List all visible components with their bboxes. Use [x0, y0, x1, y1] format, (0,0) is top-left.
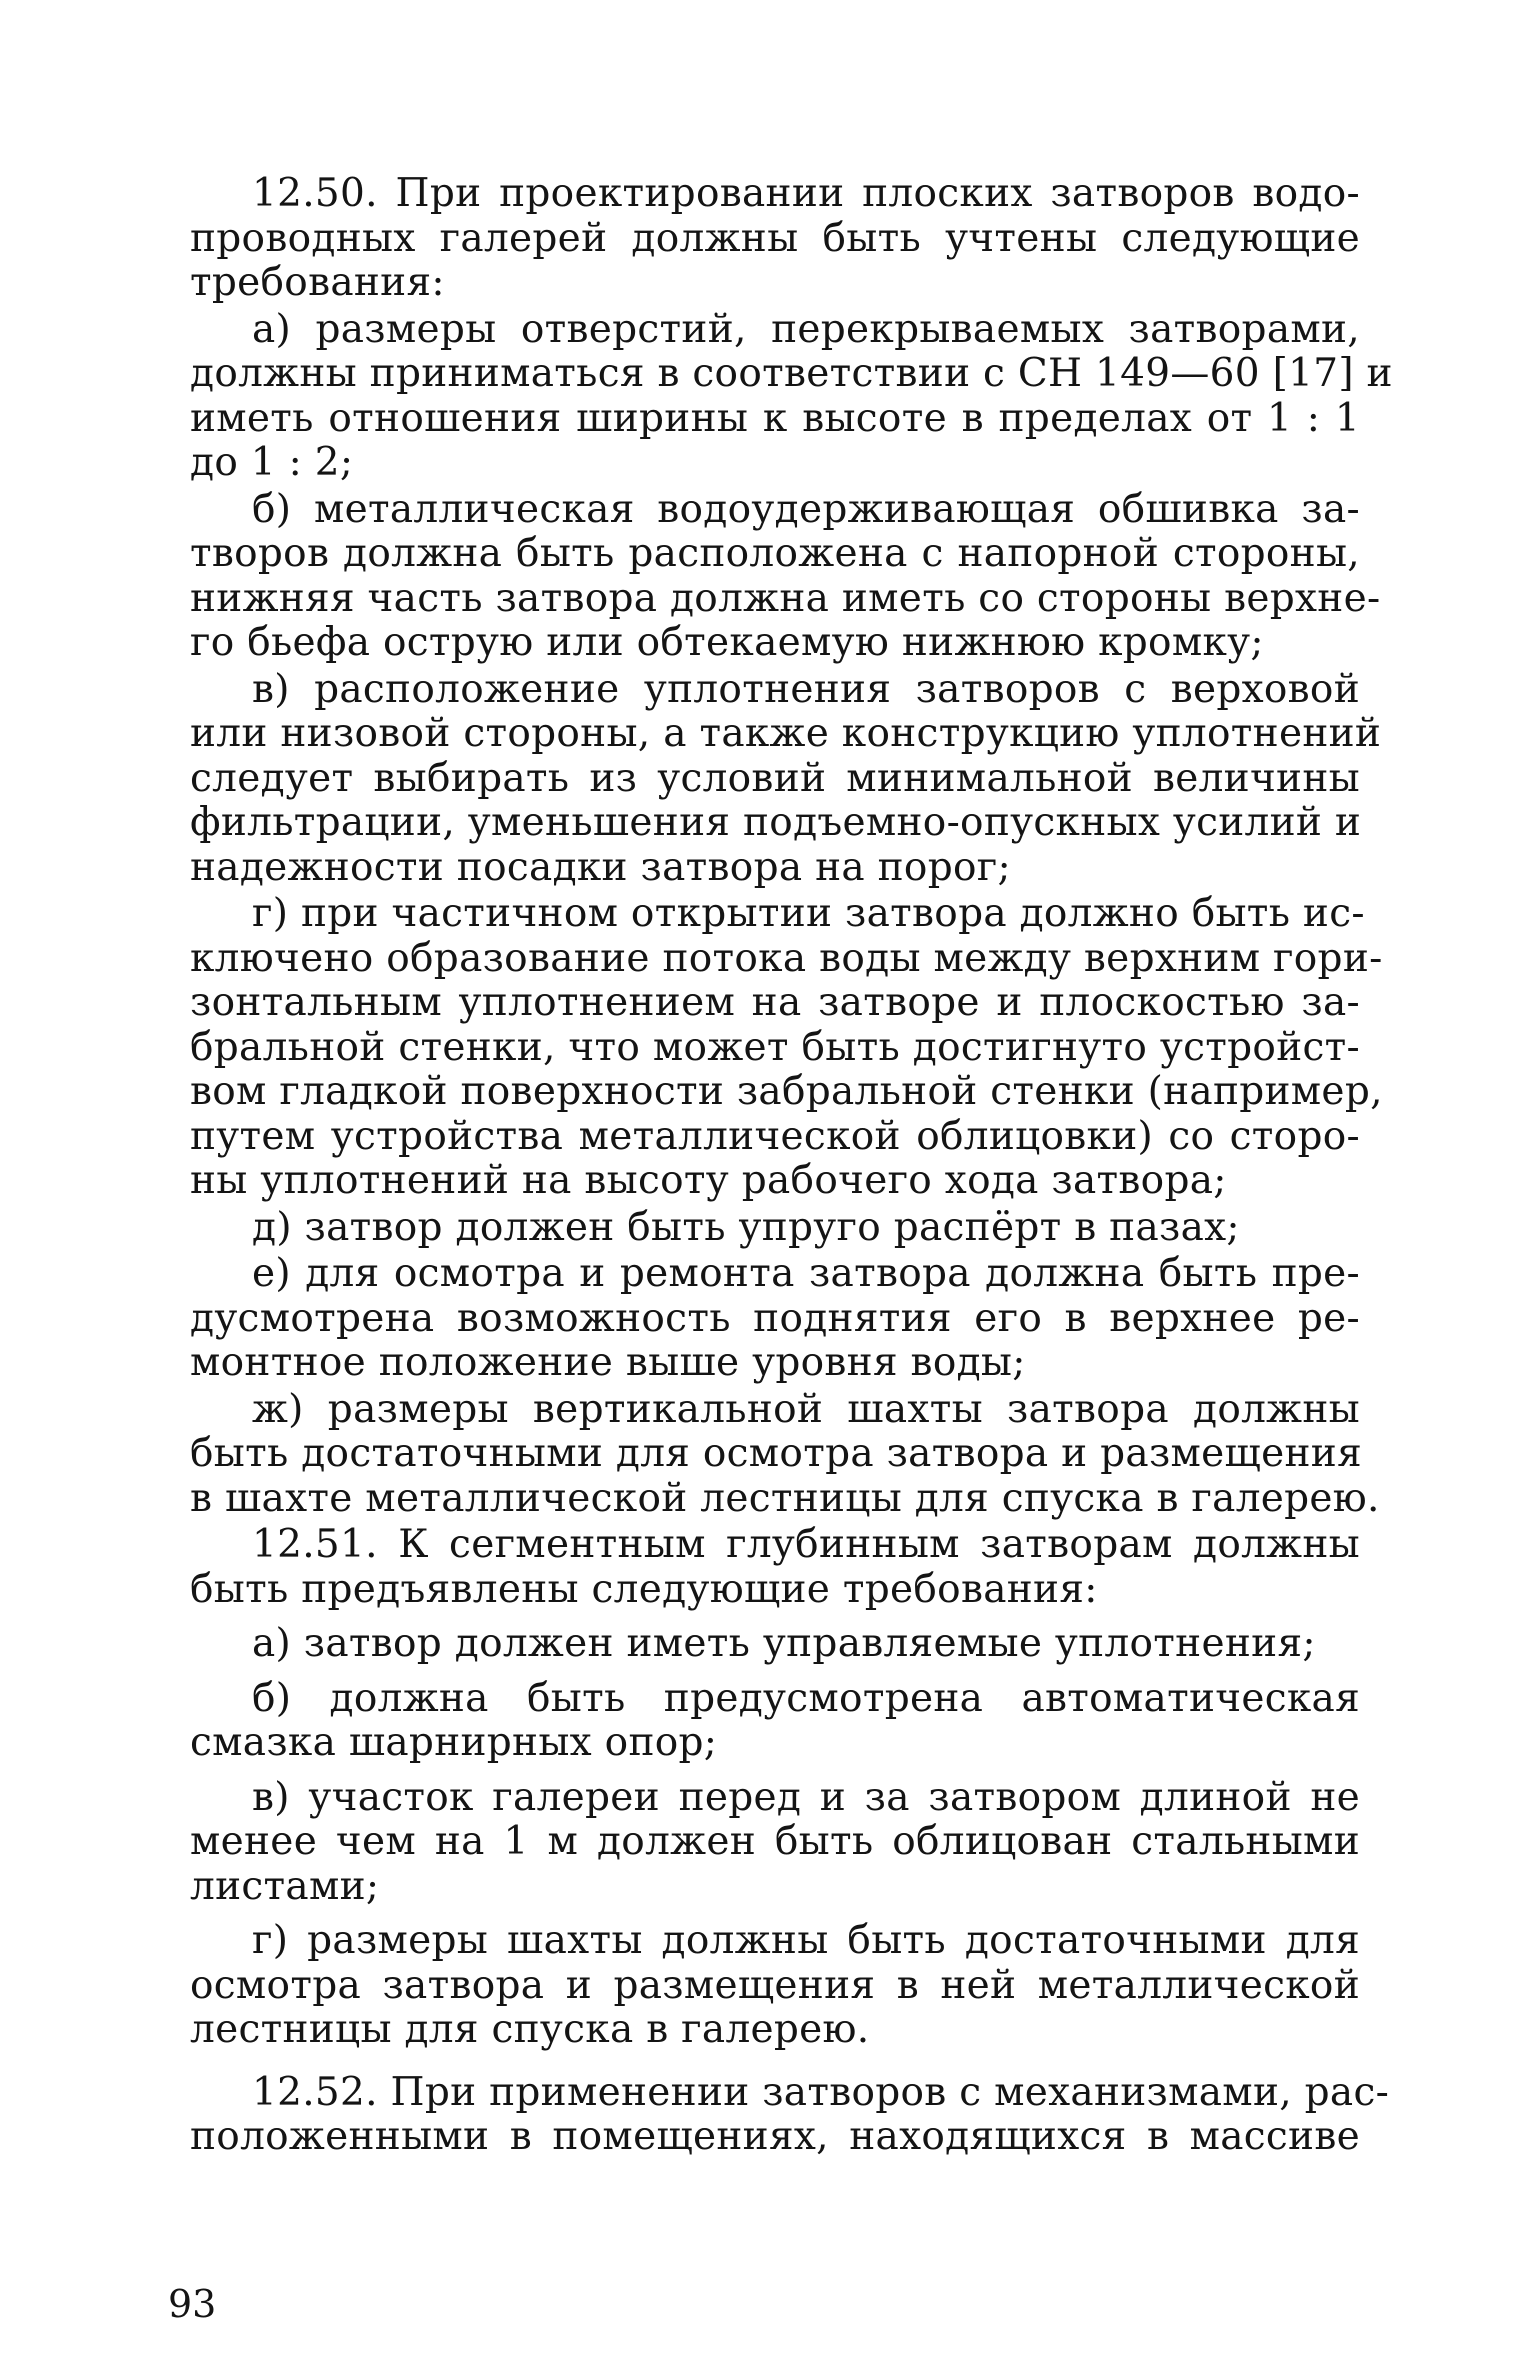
text-line: 12.52. При применении затворов с механизмами, рас-: [252, 2069, 1390, 2115]
text-line: положенными в помещениях, находящихся в массиве: [190, 2114, 1360, 2159]
text-line: дусмотрена возможность поднятия его в верхнее ре-: [190, 1295, 1360, 1341]
text-line: должны приниматься в соответствии с СН 149—60 [17] и: [190, 351, 1393, 396]
text-line: ж) размеры вертикальной шахты затвора должны: [252, 1386, 1360, 1432]
text-line: монтное положение выше уровня воды;: [190, 1340, 1026, 1385]
text-line: а) затвор должен иметь управляемые уплотнения;: [252, 1621, 1316, 1666]
document-page: [190, 171, 1393, 2292]
text-line: следует выбирать из условий минимальной величины: [190, 755, 1360, 801]
page-number: 93: [168, 2282, 217, 2326]
text-line: в) участок галереи перед и за затвором длиной не: [252, 1774, 1360, 1820]
text-line: фильтрации, уменьшения подъемно-опускных усилий и: [190, 800, 1362, 845]
text-line: г) размеры шахты должны быть достаточными для: [252, 1918, 1360, 1963]
paragraph-12-51-b: [190, 1677, 1360, 1766]
text-line: проводных галерей должны быть учтены следующие: [190, 215, 1360, 261]
text-line: 12.51. К сегментным глубинным затворам должны: [252, 1522, 1360, 1567]
text-line: г) при частичном открытии затвора должно быть ис-: [252, 891, 1365, 936]
text-line: путем устройства металлической облицовки) со сторо-: [190, 1113, 1360, 1159]
text-line: в) расположение уплотнения затворов с верховой: [252, 666, 1360, 712]
text-line: зонтальным уплотнением на затворе и плоскостью за-: [190, 980, 1360, 1025]
text-line: 12.50. При проектировании плоских затворов водо-: [252, 171, 1360, 216]
text-line: надежности посадки затвора на порог;: [190, 844, 1011, 890]
text-line: быть предъявлены следующие требования:: [190, 1566, 1098, 1612]
text-line: е) для осмотра и ремонта затвора должна быть пре-: [252, 1251, 1360, 1296]
paragraph-12-52: [190, 2069, 1390, 2160]
text-line: в шахте металлической лестницы для спуска в галерею.: [190, 1475, 1380, 1521]
paragraph-12-50-g: [190, 891, 1383, 1204]
text-line: иметь отношения ширины к высоте в пределах от 1 : 1: [190, 395, 1360, 441]
text-line: б) металлическая водоудерживающая обшивка за-: [252, 486, 1360, 532]
paragraph-12-50-d: [190, 1206, 1360, 1251]
text-line: осмотра затвора и размещения в ней металлической: [190, 1962, 1360, 2008]
text-line: ны уплотнений на высоту рабочего хода затвора;: [190, 1158, 1227, 1203]
text-line: бральной стенки, что может быть достигнуто устройст-: [190, 1024, 1360, 1070]
paragraph-12-50-a: [190, 306, 1393, 486]
paragraph-12-50-v: [190, 666, 1382, 891]
text-line: вом гладкой поверхности забральной стенки (например,: [190, 1069, 1383, 1114]
paragraph-12-51-a: [190, 1622, 1360, 1667]
text-line: листами;: [190, 1863, 380, 1909]
text-line: д) затвор должен быть упруго распёрт в пазах;: [252, 1204, 1240, 1250]
text-line: ключено образование потока воды между верхним гори-: [190, 935, 1383, 981]
text-line: требования:: [190, 260, 445, 305]
paragraph-12-50-b: [190, 486, 1381, 666]
paragraph-12-50: [190, 172, 1360, 306]
text-line: лестницы для спуска в галерею.: [190, 2007, 870, 2052]
paragraph-12-51-v: [190, 1776, 1360, 1910]
text-line: быть достаточными для осмотра затвора и размещения: [190, 1431, 1362, 1476]
paragraph-12-51-g: [190, 1919, 1360, 2053]
text-line: творов должна быть расположена с напорной стороны,: [190, 531, 1360, 576]
text-line: менее чем на 1 м должен быть облицован стальными: [190, 1819, 1360, 1864]
paragraph-12-51: [190, 1523, 1360, 1612]
text-line: смазка шарнирных опор;: [190, 1720, 718, 1765]
paragraph-12-50-e: [190, 1252, 1360, 1386]
paragraph-12-50-zh: [190, 1386, 1380, 1522]
text-line: до 1 : 2;: [190, 440, 354, 485]
text-line: б) должна быть предусмотрена автоматическая: [252, 1675, 1360, 1721]
text-line: го бьефа острую или обтекаемую нижнюю кромку;: [190, 620, 1264, 665]
text-line: а) размеры отверстий, перекрываемых затворами,: [252, 306, 1360, 352]
text-line: нижняя часть затвора должна иметь со стороны верхне-: [190, 575, 1381, 621]
text-line: или низовой стороны, а также конструкцию уплотнений: [190, 711, 1382, 756]
